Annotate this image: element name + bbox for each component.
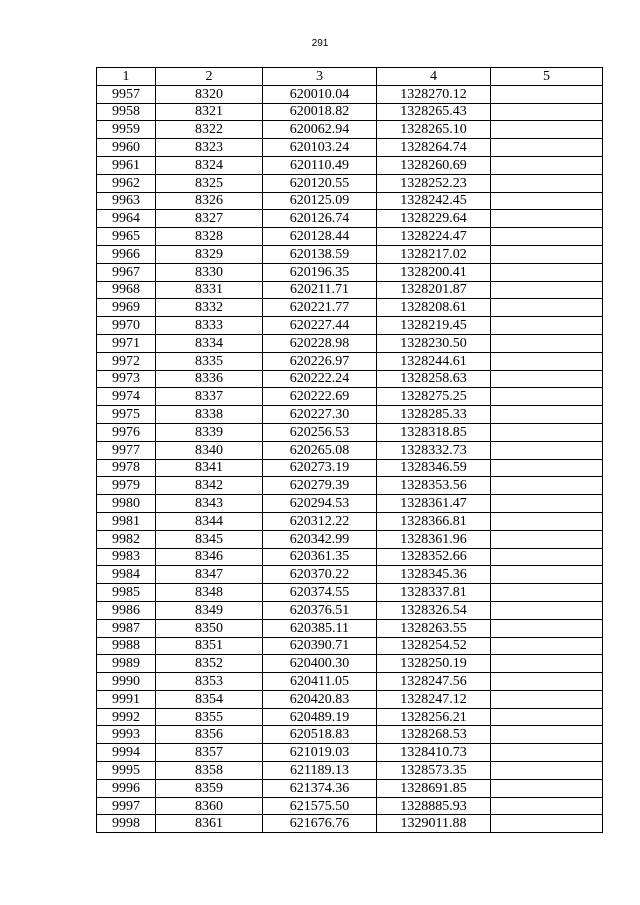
cell-col1: 9978 (97, 459, 156, 477)
cell-col3: 620128.44 (263, 228, 377, 246)
cell-col2: 8334 (156, 334, 263, 352)
cell-col1: 9984 (97, 566, 156, 584)
cell-col3: 620256.53 (263, 423, 377, 441)
cell-col3: 620222.24 (263, 370, 377, 388)
cell-col4: 1328275.25 (377, 388, 491, 406)
cell-col2: 8329 (156, 245, 263, 263)
cell-col1: 9996 (97, 779, 156, 797)
cell-col1: 9960 (97, 139, 156, 157)
cell-col3: 620227.44 (263, 317, 377, 335)
cell-col5 (491, 779, 603, 797)
cell-col1: 9958 (97, 103, 156, 121)
table-row (97, 512, 603, 530)
cell-col2: 8353 (156, 673, 263, 691)
cell-col3: 620226.97 (263, 352, 377, 370)
cell-col1: 9983 (97, 548, 156, 566)
table-row (97, 228, 603, 246)
cell-col5 (491, 299, 603, 317)
cell-col5 (491, 655, 603, 673)
cell-col1: 9997 (97, 797, 156, 815)
cell-col2: 8337 (156, 388, 263, 406)
cell-col5 (491, 762, 603, 780)
table-body (97, 85, 603, 832)
cell-col3: 621575.50 (263, 797, 377, 815)
cell-col4: 1328208.61 (377, 299, 491, 317)
cell-col1: 9965 (97, 228, 156, 246)
cell-col3: 620227.30 (263, 406, 377, 424)
cell-col5 (491, 548, 603, 566)
cell-col3: 620518.83 (263, 726, 377, 744)
cell-col4: 1328410.73 (377, 744, 491, 762)
table-row (97, 121, 603, 139)
cell-col1: 9970 (97, 317, 156, 335)
cell-col1: 9993 (97, 726, 156, 744)
cell-col4: 1328252.23 (377, 174, 491, 192)
cell-col3: 620228.98 (263, 334, 377, 352)
cell-col5 (491, 477, 603, 495)
cell-col1: 9974 (97, 388, 156, 406)
cell-col3: 621676.76 (263, 815, 377, 833)
cell-col5 (491, 512, 603, 530)
table-row (97, 673, 603, 691)
cell-col1: 9981 (97, 512, 156, 530)
cell-col4: 1328229.64 (377, 210, 491, 228)
cell-col1: 9961 (97, 156, 156, 174)
cell-col2: 8347 (156, 566, 263, 584)
cell-col1: 9964 (97, 210, 156, 228)
cell-col3: 620138.59 (263, 245, 377, 263)
cell-col2: 8344 (156, 512, 263, 530)
cell-col2: 8339 (156, 423, 263, 441)
cell-col4: 1328346.59 (377, 459, 491, 477)
cell-col5 (491, 281, 603, 299)
cell-col4: 1328224.47 (377, 228, 491, 246)
table-row (97, 459, 603, 477)
table-row (97, 690, 603, 708)
cell-col4: 1328285.33 (377, 406, 491, 424)
cell-col2: 8325 (156, 174, 263, 192)
table-row (97, 566, 603, 584)
table-row (97, 779, 603, 797)
cell-col4: 1328200.41 (377, 263, 491, 281)
cell-col4: 1328217.02 (377, 245, 491, 263)
table-row (97, 317, 603, 335)
cell-col4: 1328270.12 (377, 85, 491, 103)
cell-col2: 8338 (156, 406, 263, 424)
cell-col3: 620196.35 (263, 263, 377, 281)
cell-col2: 8359 (156, 779, 263, 797)
cell-col5 (491, 406, 603, 424)
table-row (97, 441, 603, 459)
cell-col4: 1328256.21 (377, 708, 491, 726)
table-row (97, 530, 603, 548)
header-row (97, 68, 603, 86)
cell-col3: 620294.53 (263, 495, 377, 513)
cell-col4: 1328258.63 (377, 370, 491, 388)
cell-col1: 9975 (97, 406, 156, 424)
table-row (97, 85, 603, 103)
cell-col3: 621019.03 (263, 744, 377, 762)
cell-col4: 1328352.66 (377, 548, 491, 566)
table-row (97, 103, 603, 121)
cell-col4: 1328247.56 (377, 673, 491, 691)
table-row (97, 495, 603, 513)
cell-col1: 9977 (97, 441, 156, 459)
cell-col1: 9976 (97, 423, 156, 441)
cell-col5 (491, 85, 603, 103)
cell-col2: 8343 (156, 495, 263, 513)
cell-col5 (491, 334, 603, 352)
cell-col5 (491, 228, 603, 246)
cell-col5 (491, 566, 603, 584)
cell-col5 (491, 726, 603, 744)
cell-col5 (491, 495, 603, 513)
cell-col5 (491, 744, 603, 762)
cell-col4: 1328353.56 (377, 477, 491, 495)
cell-col2: 8342 (156, 477, 263, 495)
cell-col5 (491, 637, 603, 655)
cell-col1: 9972 (97, 352, 156, 370)
cell-col2: 8333 (156, 317, 263, 335)
cell-col2: 8332 (156, 299, 263, 317)
table-row (97, 192, 603, 210)
cell-col2: 8360 (156, 797, 263, 815)
cell-col4: 1328326.54 (377, 601, 491, 619)
table-row (97, 708, 603, 726)
cell-col2: 8350 (156, 619, 263, 637)
cell-col5 (491, 192, 603, 210)
cell-col2: 8336 (156, 370, 263, 388)
cell-col2: 8357 (156, 744, 263, 762)
cell-col3: 620265.08 (263, 441, 377, 459)
cell-col2: 8321 (156, 103, 263, 121)
cell-col3: 620120.55 (263, 174, 377, 192)
cell-col1: 9991 (97, 690, 156, 708)
cell-col1: 9989 (97, 655, 156, 673)
cell-col5 (491, 797, 603, 815)
cell-col4: 1328265.43 (377, 103, 491, 121)
table-row (97, 584, 603, 602)
cell-col2: 8324 (156, 156, 263, 174)
table-row (97, 797, 603, 815)
table-header (97, 68, 603, 86)
cell-col3: 620110.49 (263, 156, 377, 174)
table-row (97, 370, 603, 388)
cell-col2: 8320 (156, 85, 263, 103)
cell-col1: 9979 (97, 477, 156, 495)
cell-col5 (491, 174, 603, 192)
cell-col1: 9998 (97, 815, 156, 833)
cell-col5 (491, 708, 603, 726)
cell-col5 (491, 584, 603, 602)
cell-col4: 1328366.81 (377, 512, 491, 530)
cell-col3: 620273.19 (263, 459, 377, 477)
cell-col4: 1328254.52 (377, 637, 491, 655)
cell-col3: 620103.24 (263, 139, 377, 157)
cell-col1: 9969 (97, 299, 156, 317)
coordinates-table (96, 67, 603, 833)
cell-col2: 8322 (156, 121, 263, 139)
cell-col2: 8345 (156, 530, 263, 548)
cell-col3: 621374.36 (263, 779, 377, 797)
cell-col3: 620222.69 (263, 388, 377, 406)
table-row (97, 744, 603, 762)
cell-col5 (491, 352, 603, 370)
cell-col1: 9957 (97, 85, 156, 103)
cell-col4: 1328885.93 (377, 797, 491, 815)
cell-col1: 9985 (97, 584, 156, 602)
table-row (97, 637, 603, 655)
cell-col5 (491, 388, 603, 406)
cell-col2: 8327 (156, 210, 263, 228)
column-header-1: 1 (97, 68, 156, 86)
table-row (97, 156, 603, 174)
cell-col4: 1328230.50 (377, 334, 491, 352)
cell-col1: 9994 (97, 744, 156, 762)
cell-col5 (491, 103, 603, 121)
cell-col5 (491, 815, 603, 833)
table-row (97, 245, 603, 263)
table-row (97, 210, 603, 228)
cell-col2: 8335 (156, 352, 263, 370)
cell-col3: 620211.71 (263, 281, 377, 299)
cell-col3: 620062.94 (263, 121, 377, 139)
cell-col2: 8328 (156, 228, 263, 246)
cell-col4: 1328345.36 (377, 566, 491, 584)
cell-col3: 620221.77 (263, 299, 377, 317)
cell-col3: 620312.22 (263, 512, 377, 530)
cell-col3: 620376.51 (263, 601, 377, 619)
cell-col2: 8349 (156, 601, 263, 619)
cell-col3: 620361.35 (263, 548, 377, 566)
table-row (97, 174, 603, 192)
column-header-2: 2 (156, 68, 263, 86)
cell-col3: 620125.09 (263, 192, 377, 210)
cell-col4: 1328247.12 (377, 690, 491, 708)
table-row (97, 815, 603, 833)
cell-col1: 9987 (97, 619, 156, 637)
table-row (97, 281, 603, 299)
cell-col1: 9962 (97, 174, 156, 192)
cell-col4: 1328265.10 (377, 121, 491, 139)
cell-col4: 1328242.45 (377, 192, 491, 210)
cell-col4: 1328268.53 (377, 726, 491, 744)
cell-col5 (491, 690, 603, 708)
cell-col4: 1328219.45 (377, 317, 491, 335)
cell-col5 (491, 673, 603, 691)
table-row (97, 726, 603, 744)
cell-col1: 9963 (97, 192, 156, 210)
table-row (97, 762, 603, 780)
cell-col3: 620279.39 (263, 477, 377, 495)
cell-col2: 8352 (156, 655, 263, 673)
cell-col1: 9980 (97, 495, 156, 513)
cell-col2: 8348 (156, 584, 263, 602)
cell-col3: 620018.82 (263, 103, 377, 121)
column-header-3: 3 (263, 68, 377, 86)
table-row (97, 406, 603, 424)
cell-col4: 1328361.96 (377, 530, 491, 548)
cell-col2: 8346 (156, 548, 263, 566)
cell-col5 (491, 139, 603, 157)
cell-col2: 8326 (156, 192, 263, 210)
cell-col1: 9986 (97, 601, 156, 619)
table-row (97, 619, 603, 637)
column-header-5: 5 (491, 68, 603, 86)
cell-col4: 1328250.19 (377, 655, 491, 673)
cell-col1: 9988 (97, 637, 156, 655)
cell-col4: 1328691.85 (377, 779, 491, 797)
cell-col5 (491, 156, 603, 174)
cell-col5 (491, 121, 603, 139)
cell-col5 (491, 530, 603, 548)
cell-col3: 620400.30 (263, 655, 377, 673)
cell-col5 (491, 317, 603, 335)
cell-col2: 8356 (156, 726, 263, 744)
table-row (97, 334, 603, 352)
table-row (97, 601, 603, 619)
cell-col2: 8354 (156, 690, 263, 708)
table-row (97, 388, 603, 406)
table-row (97, 299, 603, 317)
cell-col2: 8323 (156, 139, 263, 157)
cell-col1: 9959 (97, 121, 156, 139)
cell-col4: 1328361.47 (377, 495, 491, 513)
cell-col2: 8341 (156, 459, 263, 477)
cell-col5 (491, 441, 603, 459)
cell-col1: 9982 (97, 530, 156, 548)
cell-col5 (491, 245, 603, 263)
cell-col5 (491, 619, 603, 637)
cell-col1: 9967 (97, 263, 156, 281)
cell-col3: 621189.13 (263, 762, 377, 780)
cell-col4: 1328264.74 (377, 139, 491, 157)
cell-col3: 620010.04 (263, 85, 377, 103)
cell-col4: 1328573.35 (377, 762, 491, 780)
cell-col2: 8331 (156, 281, 263, 299)
cell-col4: 1328332.73 (377, 441, 491, 459)
table-row (97, 548, 603, 566)
cell-col2: 8330 (156, 263, 263, 281)
cell-col3: 620390.71 (263, 637, 377, 655)
cell-col3: 620411.05 (263, 673, 377, 691)
cell-col3: 620342.99 (263, 530, 377, 548)
cell-col2: 8340 (156, 441, 263, 459)
cell-col5 (491, 601, 603, 619)
cell-col4: 1329011.88 (377, 815, 491, 833)
cell-col3: 620370.22 (263, 566, 377, 584)
cell-col2: 8358 (156, 762, 263, 780)
page-number: 291 (311, 38, 329, 49)
table-row (97, 477, 603, 495)
cell-col3: 620489.19 (263, 708, 377, 726)
cell-col1: 9966 (97, 245, 156, 263)
cell-col4: 1328244.61 (377, 352, 491, 370)
cell-col4: 1328201.87 (377, 281, 491, 299)
cell-col5 (491, 263, 603, 281)
cell-col1: 9968 (97, 281, 156, 299)
cell-col1: 9992 (97, 708, 156, 726)
cell-col3: 620385.11 (263, 619, 377, 637)
cell-col2: 8361 (156, 815, 263, 833)
cell-col4: 1328260.69 (377, 156, 491, 174)
cell-col5 (491, 210, 603, 228)
cell-col5 (491, 370, 603, 388)
cell-col2: 8351 (156, 637, 263, 655)
cell-col3: 620126.74 (263, 210, 377, 228)
cell-col1: 9973 (97, 370, 156, 388)
column-header-4: 4 (377, 68, 491, 86)
cell-col5 (491, 459, 603, 477)
table-row (97, 423, 603, 441)
cell-col5 (491, 423, 603, 441)
cell-col2: 8355 (156, 708, 263, 726)
cell-col3: 620374.55 (263, 584, 377, 602)
cell-col1: 9990 (97, 673, 156, 691)
table-row (97, 655, 603, 673)
cell-col3: 620420.83 (263, 690, 377, 708)
table-row (97, 352, 603, 370)
cell-col1: 9971 (97, 334, 156, 352)
cell-col4: 1328263.55 (377, 619, 491, 637)
cell-col1: 9995 (97, 762, 156, 780)
table-row (97, 139, 603, 157)
table-row (97, 263, 603, 281)
cell-col4: 1328337.81 (377, 584, 491, 602)
cell-col4: 1328318.85 (377, 423, 491, 441)
